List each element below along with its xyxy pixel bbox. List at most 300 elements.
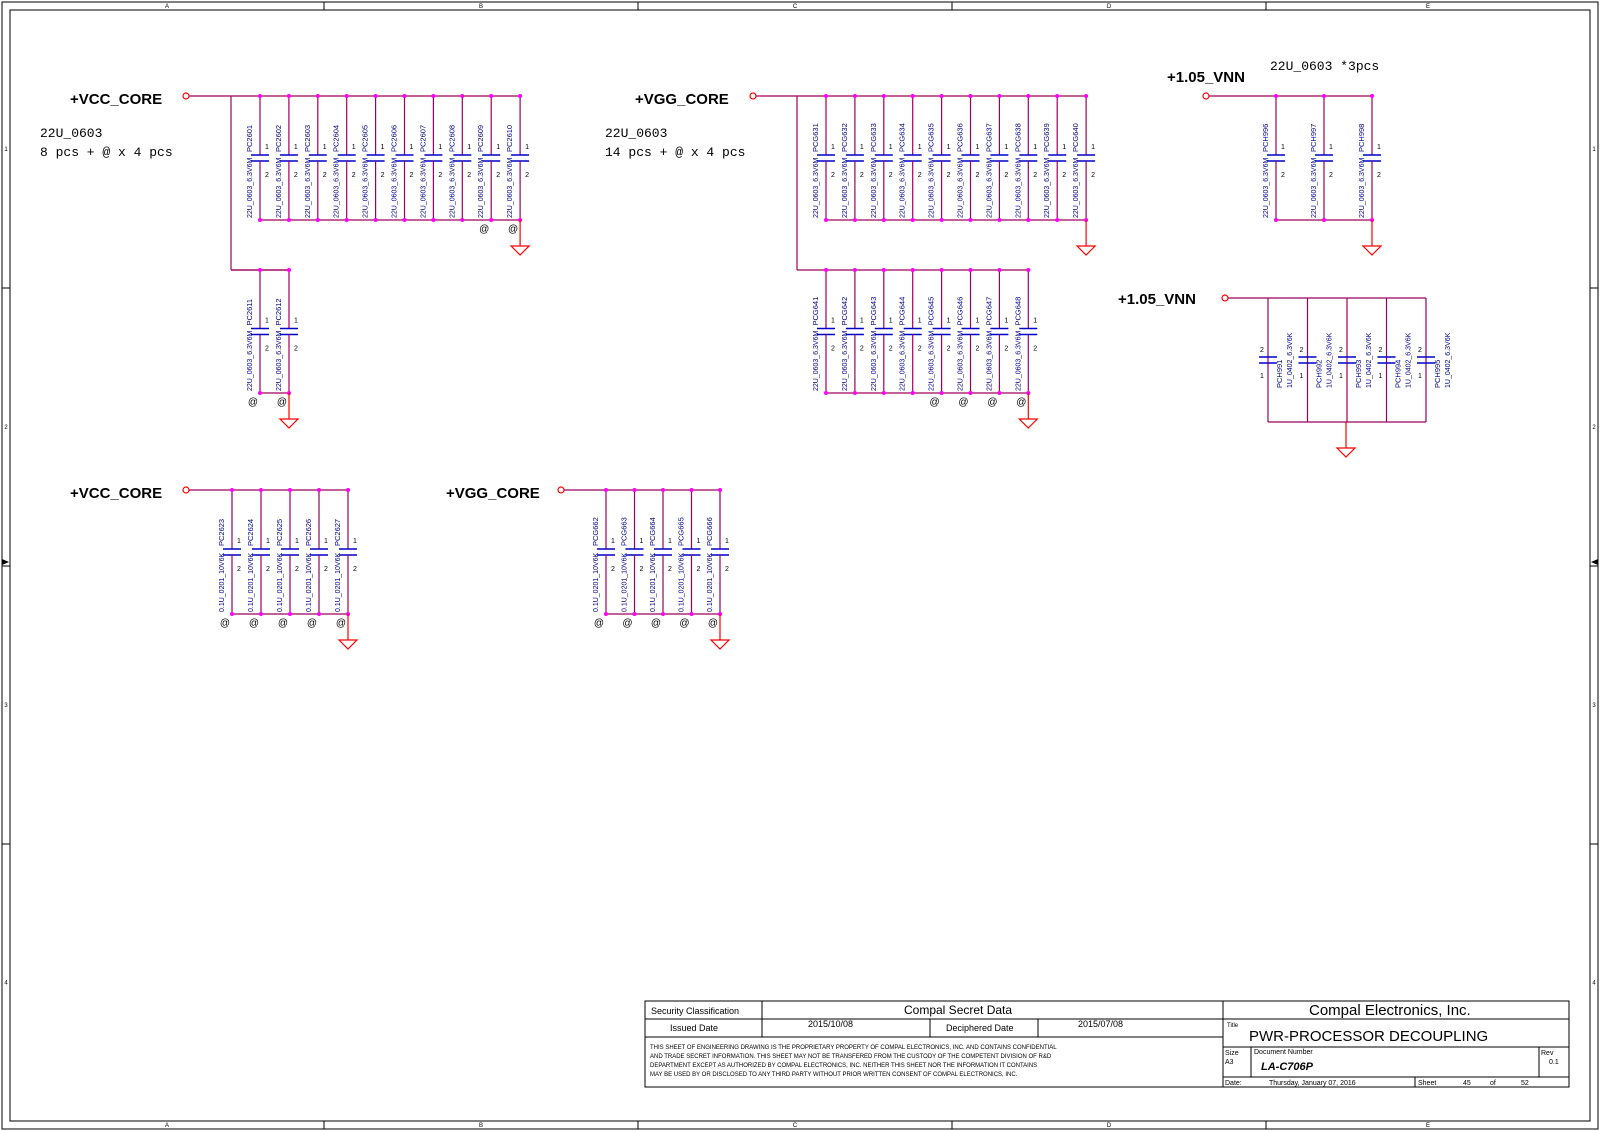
cap-pc2606-pin1: 1: [409, 144, 414, 151]
rail-label-vgg-core-2: +VGG_CORE: [446, 485, 540, 502]
vgg1-r1-ground-symbol: [1019, 419, 1037, 428]
cap-pcg639-pin1: 1: [1062, 144, 1067, 151]
vcc2-r0-at-4: @: [335, 618, 347, 629]
vcc1-r1-ground-symbol: [280, 419, 298, 428]
vcc1-r0-at-8: @: [479, 224, 490, 235]
cap-pc2625-pin2: 2: [295, 566, 299, 573]
cap-pch998-pin2: 2: [1377, 172, 1381, 179]
disclaimer-line-3: DEPARTMENT EXCEPT AS AUTHORIZED BY COMPAL ELECTRONICS, INC. NEITHER THIS SHEET NOR THE INFORMATION IT CONTAINS: [650, 1063, 1038, 1069]
rail-label-vnn-1: +1.05_VNN: [1167, 69, 1245, 86]
cap-pch996-pin2: 2: [1281, 172, 1285, 179]
cap-pch991-pin1: 1: [1260, 373, 1264, 380]
date-value: Thursday, January 07, 2016: [1269, 1080, 1356, 1087]
cap-pch993-pin2: 2: [1339, 347, 1343, 354]
cap-pc2624-dot-top: [259, 488, 263, 492]
cap-pcg635-pin2: 2: [946, 172, 951, 179]
cap-pcg634-dot-bottom: [911, 218, 915, 222]
cap-pcg648-value: 22U_0603_6.3V6M: [1015, 330, 1023, 391]
cap-pch996-ref: PCH996: [1261, 123, 1270, 152]
cap-pcg631-pin1: 1: [831, 144, 835, 151]
zone-row-left-3: 3: [4, 703, 8, 709]
cap-pcg665-pin2: 2: [696, 566, 701, 573]
note-vnn1-count: 22U_0603 *3pcs: [1270, 59, 1380, 74]
cap-pcg634-ref: PCG634: [897, 123, 907, 152]
cap-pc2603-pin1: 1: [322, 144, 327, 151]
cap-pcg646-ref: PCG646: [955, 296, 965, 326]
cap-pcg666-pin1: 1: [725, 538, 729, 545]
cap-pcg646-dot-top: [969, 268, 973, 272]
cap-pcg639-dot-bottom: [1055, 218, 1059, 222]
vcc1-r1-at-0: @: [247, 397, 259, 408]
cap-pch996-dot-top: [1274, 94, 1278, 98]
cap-pcg647-ref: PCG647: [984, 296, 994, 326]
cap-pc2604-value: 22U_0603_6.3V6M: [333, 157, 341, 218]
cap-pch991-value: 1U_0402_6.3V6K: [1287, 332, 1294, 388]
vcc1-r0-at-9: @: [508, 224, 519, 235]
cap-pcg644-value: 22U_0603_6.3V6M: [899, 330, 907, 391]
cap-pcg666-pin2: 2: [725, 566, 729, 573]
note-vgg1-count: 14 pcs + @ x 4 pcs: [605, 145, 746, 160]
vcc2-r0-at-3: @: [306, 618, 318, 629]
cap-pc2605-ref: PC2605: [360, 124, 370, 152]
cap-pc2603-pin2: 2: [322, 172, 327, 179]
cap-pc2609-ref: PC2609: [476, 124, 486, 152]
cap-pch992-value: 1U_0402_6.3V6K: [1326, 332, 1334, 388]
cap-pcg648-pin1: 1: [1033, 317, 1038, 325]
cap-pcg632-dot-bottom: [853, 218, 857, 222]
cap-pcg646-value: 22U_0603_6.3V6M: [957, 330, 965, 391]
cap-pcg632-pin1: 1: [859, 144, 864, 151]
cap-pc2623-dot-top: [230, 488, 234, 492]
total-sheets: 52: [1521, 1080, 1529, 1087]
cap-pcg641-dot-bottom: [824, 391, 828, 395]
cap-pcg642-ref: PCG642: [839, 296, 849, 326]
cap-pcg638-dot-bottom: [1026, 218, 1030, 222]
cap-pcg648-ref: PCG648: [1013, 296, 1023, 326]
cap-pcg636-pin2: 2: [975, 172, 980, 179]
cap-pcg631-pin2: 2: [831, 172, 835, 179]
cap-pch998-ref: PCH998: [1357, 123, 1366, 152]
cap-pc2611-pin1: 1: [265, 317, 269, 325]
cap-pcg631-dot-top: [824, 94, 828, 98]
cap-pc2626-value: 0.1U_0201_10V6K: [306, 552, 313, 612]
company-name: Compal Electronics, Inc.: [1309, 1002, 1471, 1019]
cap-pch995-value: 1U_0402_6.3V6K: [1445, 332, 1452, 388]
vcc2-r0-at-2: @: [277, 618, 289, 629]
cap-pcg634-value: 22U_0603_6.3V6M: [899, 157, 907, 218]
cap-pc2624-value: 0.1U_0201_10V6K: [248, 552, 255, 612]
cap-pc2607-value: 22U_0603_6.3V6M: [420, 157, 428, 218]
cap-pc2610-pin2: 2: [525, 172, 530, 179]
cap-pc2625-dot-bottom: [288, 612, 292, 616]
cap-pcg631-ref: PCG631: [811, 123, 820, 152]
cap-pcg643-dot-bottom: [882, 391, 886, 395]
cap-pcg665-value: 0.1U_0201_10V6K: [678, 552, 686, 612]
note-vcc1-count: 8 pcs + @ x 4 pcs: [40, 145, 173, 160]
cap-pc2606-dot-bottom: [403, 218, 407, 222]
cap-pch994-value: 1U_0402_6.3V6K: [1405, 332, 1413, 388]
cap-pcg632-pin2: 2: [859, 172, 864, 179]
cap-pcg644-dot-top: [911, 268, 915, 272]
sheet-number: 45: [1463, 1080, 1471, 1087]
cap-pc2609-value: 22U_0603_6.3V6M: [478, 157, 486, 218]
cap-pc2610-ref: PC2610: [505, 124, 515, 152]
vgg1-r0-ground-symbol: [1077, 246, 1095, 255]
cap-pc2602-dot-top: [287, 94, 291, 98]
vnn1-r0-ground-symbol: [1363, 246, 1381, 255]
port-vgg-core-1: [750, 93, 756, 99]
vcc2-r0-at-0: @: [219, 618, 231, 629]
cap-pch997-dot-bottom: [1322, 218, 1326, 222]
zone-row-left-2: 2: [4, 425, 8, 431]
cap-pcg664-pin1: 1: [668, 538, 672, 545]
cap-pcg662-dot-bottom: [604, 612, 608, 616]
cap-pc2608-value: 22U_0603_6.3V6M: [449, 157, 457, 218]
cap-pcg640-pin1: 1: [1091, 144, 1096, 151]
cap-pc2627-pin1: 1: [353, 538, 357, 545]
cap-pcg646-pin1: 1: [975, 317, 980, 325]
cap-pcg639-pin2: 2: [1062, 172, 1067, 179]
cap-pcg645-dot-bottom: [940, 391, 944, 395]
cap-pc2607-pin1: 1: [438, 144, 443, 151]
cap-pcg662-dot-top: [604, 488, 608, 492]
cap-pc2601-dot-top: [258, 94, 262, 98]
cap-pc2627-ref: PC2627: [333, 518, 342, 546]
cap-pch994-pin1: 1: [1378, 373, 1383, 380]
cap-pc2602-value: 22U_0603_6.3V6M: [275, 157, 283, 218]
cap-pcg643-value: 22U_0603_6.3V6M: [870, 330, 878, 391]
deciphered-value: 2015/07/08: [1078, 1019, 1124, 1029]
zone-col-bottom-A: A: [164, 1123, 170, 1129]
cap-pcg631-dot-bottom: [824, 218, 828, 222]
cap-pc2611-ref: PC2611: [245, 298, 254, 326]
cap-pc2604-ref: PC2604: [331, 124, 341, 152]
zone-col-bottom-B: B: [478, 1123, 484, 1129]
cap-pcg665-pin1: 1: [696, 538, 701, 545]
cap-pc2610-dot-top: [518, 94, 522, 98]
cap-pc2623-ref: PC2623: [217, 518, 226, 546]
center-mark-left: [2, 559, 9, 565]
cap-pch994-ref: PCH994: [1393, 359, 1403, 388]
cap-pcg666-value: 0.1U_0201_10V6K: [707, 552, 714, 612]
zone-col-bottom-D: D: [1106, 1123, 1112, 1129]
cap-pc2625-ref: PC2625: [275, 518, 284, 546]
zone-col-top-A: A: [164, 4, 170, 10]
cap-pcg641-value: 22U_0603_6.3V6M: [813, 330, 820, 391]
cap-pcg644-ref: PCG644: [897, 296, 907, 326]
cap-pch998-pin1: 1: [1377, 144, 1381, 151]
cap-pch991-pin2: 2: [1260, 347, 1264, 354]
cap-pcg646-dot-bottom: [969, 391, 973, 395]
cap-pc2606-pin2: 2: [409, 172, 414, 179]
cap-pcg637-ref: PCG637: [984, 123, 994, 152]
cap-pcg639-value: 22U_0603_6.3V6M: [1044, 157, 1052, 218]
cap-pc2612-dot-top: [287, 268, 291, 272]
cap-pch997-value: 22U_0603_6.3V6M: [1311, 157, 1318, 218]
cap-pcg634-pin1: 1: [917, 144, 922, 151]
cap-pc2602-dot-bottom: [287, 218, 291, 222]
cap-pc2625-value: 0.1U_0201_10V6K: [277, 552, 284, 612]
cap-pch994-pin2: 2: [1378, 347, 1383, 354]
cap-pc2612-pin1: 1: [294, 317, 298, 325]
cap-pc2605-pin1: 1: [380, 144, 385, 151]
vgg2-r0-at-2: @: [650, 618, 662, 629]
rev-value: 0.1: [1549, 1059, 1559, 1066]
cap-pc2601-value: 22U_0603_6.3V6M: [247, 157, 254, 218]
cap-pcg641-ref: PCG641: [811, 296, 820, 326]
date-label: Date:: [1225, 1080, 1242, 1087]
cap-pcg662-pin2: 2: [611, 566, 615, 573]
disclaimer-line-2: AND TRADE SECRET INFORMATION. THIS SHEET MAY NOT BE TRANSFERED FROM THE CUSTODY OF THE COMPETENT DIVISION OF R&D: [650, 1054, 1052, 1060]
cap-pcg633-ref: PCG633: [868, 123, 878, 152]
cap-pcg638-pin2: 2: [1033, 172, 1038, 179]
cap-pcg663-value: 0.1U_0201_10V6K: [621, 552, 629, 612]
cap-pcg636-pin1: 1: [975, 144, 980, 151]
cap-pcg638-dot-top: [1026, 94, 1030, 98]
cap-pcg637-dot-top: [997, 94, 1001, 98]
cap-pc2608-dot-bottom: [460, 218, 464, 222]
vgg1-r1-at-6: @: [987, 397, 998, 408]
vcc1-r1-at-1: @: [276, 397, 288, 408]
cap-pc2607-dot-top: [431, 94, 435, 98]
cap-pcg662-value: 0.1U_0201_10V6K: [593, 552, 600, 612]
title-label: Title: [1227, 1023, 1239, 1029]
cap-pcg638-value: 22U_0603_6.3V6M: [1015, 157, 1023, 218]
cap-pc2601-dot-bottom: [258, 218, 262, 222]
zone-col-top-C: C: [792, 4, 798, 10]
cap-pc2607-ref: PC2607: [418, 124, 428, 152]
cap-pc2603-ref: PC2603: [302, 124, 312, 152]
cap-pc2627-dot-top: [346, 488, 350, 492]
cap-pcg632-dot-top: [853, 94, 857, 98]
sheet-label: Sheet: [1418, 1080, 1437, 1087]
cap-pch993-ref: PCH993: [1354, 359, 1363, 388]
cap-pcg643-pin1: 1: [888, 317, 893, 325]
note-vcc1-value: 22U_0603: [40, 126, 103, 141]
cap-pcg639-ref: PCG639: [1042, 123, 1052, 152]
cap-pch993-pin1: 1: [1339, 373, 1343, 380]
cap-pc2612-pin2: 2: [294, 345, 298, 353]
cap-pcg663-dot-top: [633, 488, 637, 492]
cap-pc2611-value: 22U_0603_6.3V6M: [247, 330, 254, 391]
cap-pcg663-pin2: 2: [639, 566, 644, 573]
cap-pc2626-pin2: 2: [324, 566, 328, 573]
cap-pcg666-ref: PCG666: [705, 517, 714, 546]
zone-col-bottom-E: E: [1425, 1123, 1431, 1129]
cap-pcg664-ref: PCG664: [648, 517, 657, 546]
cap-pc2626-pin1: 1: [324, 538, 328, 545]
cap-pcg666-dot-top: [718, 488, 722, 492]
cap-pc2609-pin1: 1: [496, 144, 501, 151]
vgg2-r0-ground-symbol: [711, 640, 729, 649]
cap-pcg642-value: 22U_0603_6.3V6M: [841, 330, 849, 391]
cap-pcg642-pin1: 1: [859, 317, 864, 325]
zone-row-right-4: 4: [1592, 980, 1596, 987]
issued-value: 2015/10/08: [808, 1019, 854, 1029]
docnum-label: Document Number: [1254, 1049, 1313, 1056]
cap-pcg632-value: 22U_0603_6.3V6M: [841, 157, 849, 218]
cap-pcg637-pin1: 1: [1004, 144, 1009, 151]
zone-col-top-E: E: [1425, 4, 1431, 10]
cap-pcg631-value: 22U_0603_6.3V6M: [813, 157, 820, 218]
cap-pcg664-dot-bottom: [661, 612, 665, 616]
cap-pcg640-pin2: 2: [1091, 172, 1096, 179]
vcc1-r0-ground-symbol: [511, 246, 529, 255]
cap-pc2624-pin1: 1: [266, 538, 270, 545]
cap-pc2608-pin1: 1: [467, 144, 472, 151]
cap-pc2609-dot-bottom: [489, 218, 493, 222]
cap-pcg644-dot-bottom: [911, 391, 915, 395]
cap-pcg663-dot-bottom: [633, 612, 637, 616]
port-vnn-1: [1203, 93, 1209, 99]
cap-pcg647-pin2: 2: [1004, 345, 1009, 353]
cap-pc2625-pin1: 1: [295, 538, 299, 545]
cap-pcg636-ref: PCG636: [955, 123, 965, 152]
vgg1-r1-at-5: @: [958, 397, 969, 408]
size-value: A3: [1225, 1059, 1234, 1066]
vnn2-ground-symbol: [1337, 448, 1355, 457]
cap-pc2611-pin2: 2: [265, 345, 269, 353]
cap-pch992-pin1: 1: [1299, 373, 1304, 380]
cap-pcg635-dot-top: [940, 94, 944, 98]
cap-pcg644-pin2: 2: [917, 345, 922, 353]
size-label: Size: [1225, 1050, 1239, 1057]
security-label: Security Classification: [651, 1006, 740, 1016]
cap-pcg635-pin1: 1: [946, 144, 951, 151]
cap-pc2623-value: 0.1U_0201_10V6K: [219, 552, 226, 612]
cap-pc2623-dot-bottom: [230, 612, 234, 616]
cap-pc2604-dot-bottom: [345, 218, 349, 222]
port-vgg-core-2: [558, 487, 564, 493]
zone-col-bottom-C: C: [792, 1123, 798, 1129]
cap-pc2609-pin2: 2: [496, 172, 501, 179]
cap-pcg637-value: 22U_0603_6.3V6M: [986, 157, 994, 218]
vgg2-r0-at-3: @: [679, 618, 690, 629]
cap-pc2602-pin1: 1: [293, 144, 298, 151]
cap-pcg663-pin1: 1: [639, 538, 644, 545]
circuit-area: [40, 59, 1452, 649]
port-vcc-core-1: [183, 93, 189, 99]
center-mark-right: [1591, 559, 1598, 565]
cap-pch997-dot-top: [1322, 94, 1326, 98]
cap-pcg633-dot-bottom: [882, 218, 886, 222]
cap-pcg634-dot-top: [911, 94, 915, 98]
cap-pc2601-pin2: 2: [265, 172, 269, 179]
cap-pch995-ref: PCH995: [1433, 359, 1442, 388]
cap-pcg633-value: 22U_0603_6.3V6M: [870, 157, 878, 218]
cap-pc2602-ref: PC2602: [273, 124, 283, 152]
cap-pc2609-dot-top: [489, 94, 493, 98]
cap-pcg638-ref: PCG638: [1013, 123, 1023, 152]
cap-pc2625-dot-top: [288, 488, 292, 492]
vgg2-r0-at-1: @: [622, 618, 633, 629]
cap-pc2623-pin2: 2: [237, 566, 241, 573]
cap-pcg664-dot-top: [661, 488, 665, 492]
vcc2-r0-ground-symbol: [339, 640, 357, 649]
port-vnn-2: [1222, 295, 1228, 301]
disclaimer-line-4: MAY BE USED BY OR DISCLOSED TO ANY THIRD PARTY WITHOUT PRIOR WRITTEN CONSENT OF COMPAL ELECTRONICS, INC.: [650, 1072, 1018, 1078]
cap-pcg635-value: 22U_0603_6.3V6M: [928, 157, 936, 218]
cap-pcg645-dot-top: [940, 268, 944, 272]
cap-pc2624-ref: PC2624: [246, 518, 255, 546]
cap-pcg645-value: 22U_0603_6.3V6M: [928, 330, 936, 391]
cap-pcg640-value: 22U_0603_6.3V6M: [1073, 157, 1081, 218]
cap-pch992-pin2: 2: [1299, 347, 1304, 354]
rail-label-vcc-core-2: +VCC_CORE: [70, 485, 163, 502]
cap-pch996-pin1: 1: [1281, 144, 1285, 151]
cap-pcg637-dot-bottom: [997, 218, 1001, 222]
cap-pc2608-dot-top: [460, 94, 464, 98]
rail-label-vgg-core-1: +VGG_CORE: [635, 91, 729, 108]
cap-pcg641-dot-top: [824, 268, 828, 272]
note-vgg1-value: 22U_0603: [605, 126, 668, 141]
cap-pch992-ref: PCH992: [1314, 359, 1324, 388]
cap-pcg645-pin1: 1: [946, 317, 951, 325]
cap-pch991-ref: PCH991: [1275, 359, 1284, 388]
zone-row-left-1: 1: [4, 147, 8, 153]
zone-row-left-4: 4: [4, 980, 8, 987]
cap-pch997-pin1: 1: [1329, 144, 1333, 151]
of-label: of: [1490, 1080, 1496, 1087]
cap-pcg645-pin2: 2: [946, 345, 951, 353]
rev-label: Rev: [1541, 1050, 1554, 1057]
cap-pcg633-dot-top: [882, 94, 886, 98]
zone-row-right-1: 1: [1592, 147, 1596, 153]
cap-pch993-value: 1U_0402_6.3V6K: [1366, 332, 1373, 388]
cap-pc2611-dot-top: [258, 268, 262, 272]
cap-pcg635-dot-bottom: [940, 218, 944, 222]
cap-pc2626-ref: PC2626: [304, 518, 313, 546]
cap-pc2612-value: 22U_0603_6.3V6M: [276, 330, 283, 391]
cap-pc2626-dot-bottom: [317, 612, 321, 616]
cap-pc2608-pin2: 2: [467, 172, 472, 179]
vcc2-r0-at-1: @: [248, 618, 260, 629]
cap-pc2627-pin2: 2: [353, 566, 357, 573]
cap-pcg639-dot-top: [1055, 94, 1059, 98]
cap-pc2623-pin1: 1: [237, 538, 241, 545]
cap-pcg640-dot-top: [1084, 94, 1088, 98]
cap-pcg647-value: 22U_0603_6.3V6M: [986, 330, 994, 391]
disclaimer-line-1: THIS SHEET OF ENGINEERING DRAWING IS THE PROPRIETARY PROPERTY OF COMPAL ELECTRONICS, INC. AND CONTAINS CONFIDENTIAL: [650, 1045, 1057, 1051]
cap-pcg638-pin1: 1: [1033, 144, 1038, 151]
cap-pch996-value: 22U_0603_6.3V6M: [1263, 157, 1270, 218]
cap-pc2605-dot-bottom: [374, 218, 378, 222]
cap-pc2607-pin2: 2: [438, 172, 443, 179]
cap-pcg635-ref: PCG635: [926, 123, 936, 152]
cap-pcg663-ref: PCG663: [619, 517, 629, 546]
cap-pcg648-dot-top: [1026, 268, 1030, 272]
zone-col-top-D: D: [1106, 4, 1112, 10]
cap-pc2626-dot-top: [317, 488, 321, 492]
cap-pcg662-ref: PCG662: [591, 517, 600, 546]
sheet-title: PWR-PROCESSOR DECOUPLING: [1249, 1028, 1489, 1045]
docnum-value: LA-C706P: [1261, 1061, 1313, 1073]
cap-pch997-ref: PCH997: [1309, 123, 1318, 152]
zone-col-top-B: B: [478, 4, 484, 10]
cap-pcg641-pin1: 1: [831, 317, 835, 325]
cap-pc2605-dot-top: [374, 94, 378, 98]
cap-pch998-value: 22U_0603_6.3V6M: [1359, 157, 1366, 218]
cap-pcg636-value: 22U_0603_6.3V6M: [957, 157, 965, 218]
cap-pc2612-ref: PC2612: [274, 298, 283, 326]
cap-pcg665-dot-top: [690, 488, 694, 492]
cap-pc2624-pin2: 2: [266, 566, 270, 573]
rail-label-vcc-core-1: +VCC_CORE: [70, 91, 163, 108]
cap-pch996-dot-bottom: [1274, 218, 1278, 222]
cap-pcg640-ref: PCG640: [1071, 123, 1081, 152]
cap-pcg664-value: 0.1U_0201_10V6K: [650, 552, 657, 612]
cap-pc2606-dot-top: [403, 94, 407, 98]
